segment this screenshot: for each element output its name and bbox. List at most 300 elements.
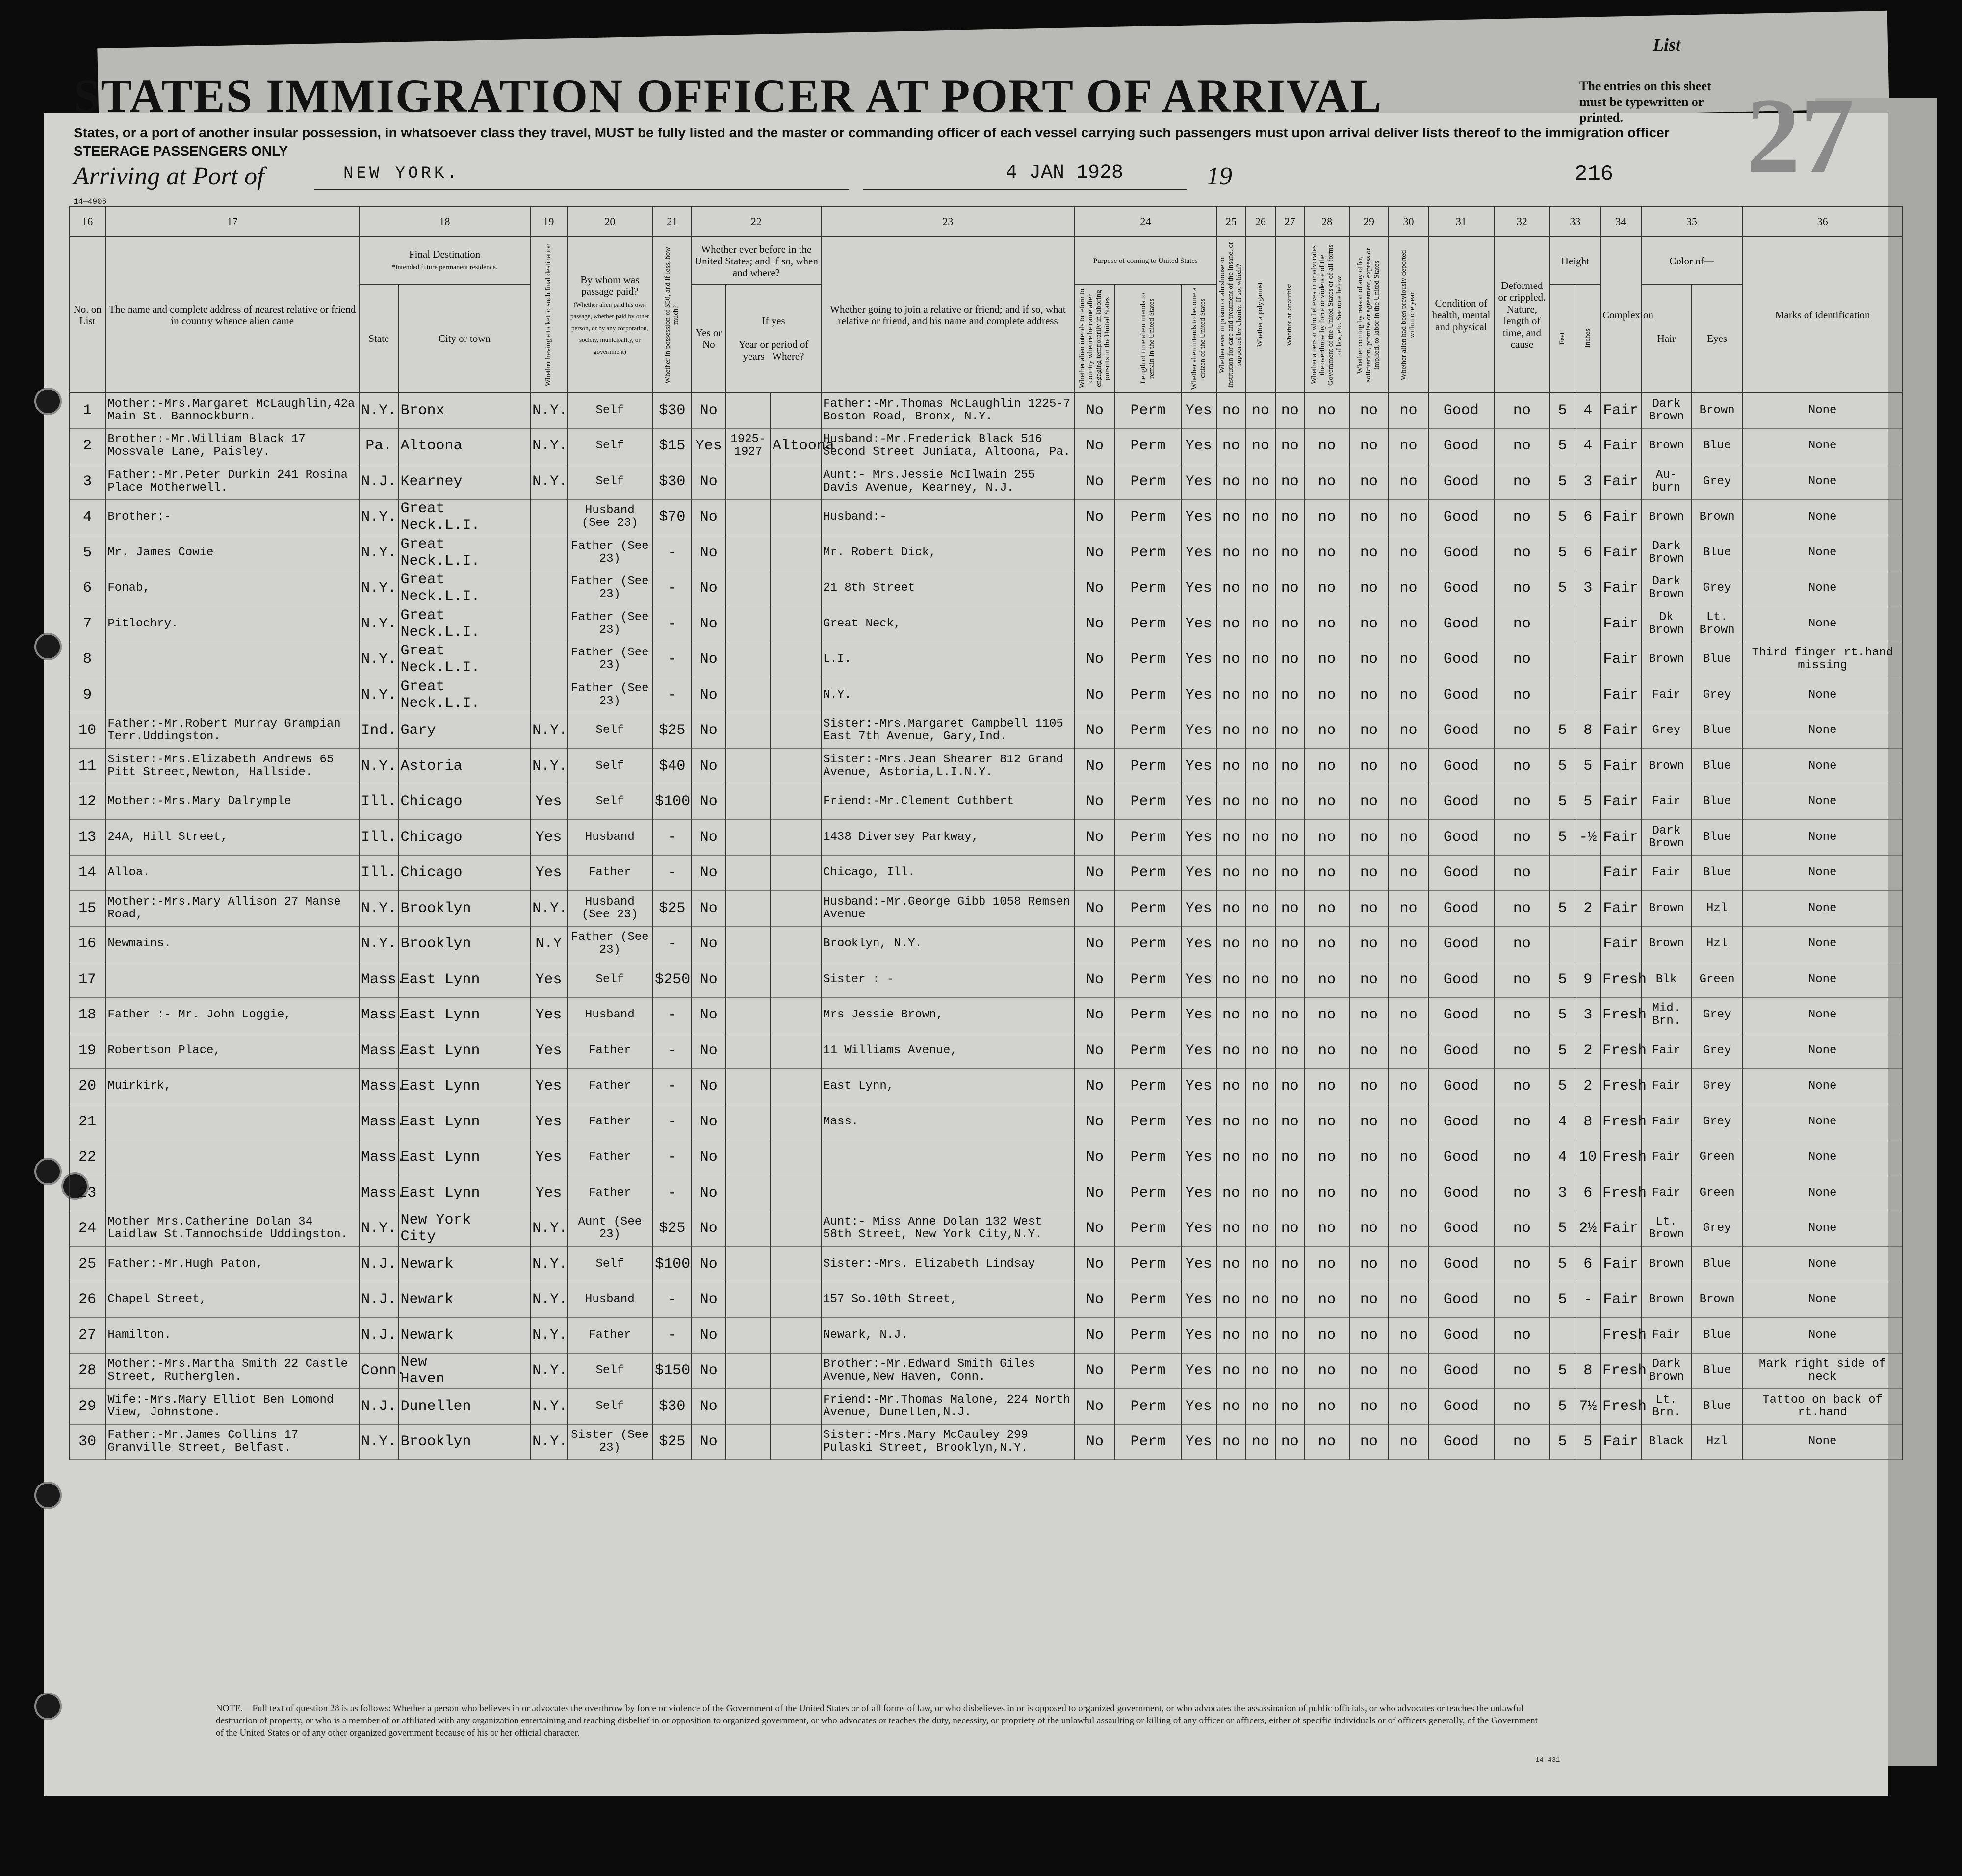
complexion-cell: Fair [1601, 926, 1641, 962]
hair-color-cell: Fair [1641, 1140, 1692, 1175]
table-row [69, 713, 1903, 749]
deported-cell: no [1389, 1033, 1428, 1069]
citizen-intent-cell: Yes [1181, 749, 1216, 784]
overthrow-cell: no [1305, 642, 1349, 677]
passage-paid-cell: Father (See 23) [567, 571, 653, 606]
passage-paid-cell: Sister (See 23) [567, 1424, 653, 1460]
polygamist-cell: no [1246, 855, 1275, 891]
overthrow-cell: no [1305, 784, 1349, 820]
return-intent-cell: No [1075, 1282, 1115, 1318]
table-row [69, 891, 1903, 927]
height-inches-cell: 5 [1575, 784, 1601, 820]
joining-relative-cell: Friend:-Mr.Thomas Malone, 224 North Avenue, Dunellen,N.J. [821, 1389, 1075, 1425]
overthrow-cell: no [1305, 997, 1349, 1033]
return-intent-cell: No [1075, 1104, 1115, 1140]
before-year-cell [726, 392, 771, 428]
overthrow-cell: no [1305, 677, 1349, 713]
table-row [69, 997, 1903, 1033]
health-cell: Good [1428, 749, 1494, 784]
col-num: 29 [1349, 207, 1389, 237]
hair-color-cell: Lt. Brown [1641, 1211, 1692, 1247]
anarchist-cell: no [1275, 1211, 1305, 1247]
height-feet-cell: 5 [1550, 891, 1575, 927]
polygamist-cell: no [1246, 1389, 1275, 1425]
deformed-header: Deformed or crippled. Nature, length of time, and cause [1494, 237, 1550, 392]
joining-relative-cell: Mrs Jessie Brown, [821, 997, 1075, 1033]
citizen-intent-cell: Yes [1181, 855, 1216, 891]
hair-color-cell: Fair [1641, 1175, 1692, 1211]
deformed-cell: no [1494, 749, 1550, 784]
polygamist-cell: no [1246, 1211, 1275, 1247]
health-cell: Good [1428, 1211, 1494, 1247]
hair-color-cell: Brown [1641, 642, 1692, 677]
money-cell: $250 [653, 962, 692, 998]
marks-cell: None [1742, 606, 1903, 642]
anarchist-cell: no [1275, 1175, 1305, 1211]
been-before-cell: No [692, 1104, 726, 1140]
ticket-cell: N.Y. [530, 1318, 567, 1354]
anarchist-cell: no [1275, 784, 1305, 820]
prison-cell: no [1216, 642, 1246, 677]
deformed-cell: no [1494, 926, 1550, 962]
prison-cell: no [1216, 749, 1246, 784]
hair-color-cell: Dark Brown [1641, 1353, 1692, 1389]
complexion-cell: Fair [1601, 606, 1641, 642]
height-inches-cell [1575, 926, 1601, 962]
been-before-cell: No [692, 1424, 726, 1460]
before-where-cell [771, 1282, 821, 1318]
height-inches-cell: 2 [1575, 1033, 1601, 1069]
passage-paid-cell: Father [567, 1068, 653, 1104]
money-cell: $40 [653, 749, 692, 784]
return-intent-cell: No [1075, 1353, 1115, 1389]
deported-cell: no [1389, 1211, 1428, 1247]
table-row [69, 820, 1903, 856]
been-before-cell: No [692, 820, 726, 856]
length-of-stay-cell: Perm [1115, 1424, 1181, 1460]
relative-address-cell: Hamilton. [105, 1318, 359, 1354]
before-where-cell [771, 962, 821, 998]
complexion-cell: Fair [1601, 820, 1641, 856]
before-where-cell [771, 1211, 821, 1247]
contract-labor-cell: no [1349, 1282, 1389, 1318]
col-num: 20 [567, 207, 653, 237]
col-num: 18 [359, 207, 530, 237]
table-row [69, 677, 1903, 713]
contract-labor-cell: no [1349, 606, 1389, 642]
deported-cell: no [1389, 820, 1428, 856]
eye-color-cell: Blue [1692, 535, 1742, 571]
dest-city-cell: Kearney [399, 464, 531, 500]
joining-relative-cell: Mass. [821, 1104, 1075, 1140]
health-cell: Good [1428, 392, 1494, 428]
length-of-stay-cell: Perm [1115, 571, 1181, 606]
before-year-cell [726, 606, 771, 642]
citizen-intent-cell: Yes [1181, 571, 1216, 606]
complexion-cell: Fresh [1601, 1068, 1641, 1104]
dest-city-cell: East Lynn [399, 997, 531, 1033]
before-where-cell: Altoona [771, 428, 821, 464]
polygamist-cell: no [1246, 464, 1275, 500]
complexion-cell: Fair [1601, 1247, 1641, 1282]
before-year-cell [726, 855, 771, 891]
length-of-stay-cell: Perm [1115, 1353, 1181, 1389]
citizen-intent-cell: Yes [1181, 891, 1216, 927]
header-row-top [69, 237, 1903, 285]
citizen-intent-cell: Yes [1181, 642, 1216, 677]
anarchist-cell: no [1275, 1353, 1305, 1389]
anarchist-cell: no [1275, 713, 1305, 749]
citizen-intent-cell: Yes [1181, 499, 1216, 535]
table-row [69, 1068, 1903, 1104]
length-of-stay-cell: Perm [1115, 1389, 1181, 1425]
passage-paid-cell: Father (See 23) [567, 677, 653, 713]
complexion-cell: Fair [1601, 1424, 1641, 1460]
deported-cell: no [1389, 606, 1428, 642]
table-row [69, 855, 1903, 891]
eye-color-cell: Grey [1692, 1211, 1742, 1247]
length-of-stay-cell: Perm [1115, 1140, 1181, 1175]
ticket-cell [530, 642, 567, 677]
joining-relative-cell: Chicago, Ill. [821, 855, 1075, 891]
marks-cell: None [1742, 1175, 1903, 1211]
deformed-cell: no [1494, 855, 1550, 891]
dest-city-cell: Astoria [399, 749, 531, 784]
deformed-cell: no [1494, 1068, 1550, 1104]
binder-hole [34, 633, 62, 660]
dest-state-cell: Mass. [359, 1175, 399, 1211]
prison-cell: no [1216, 1353, 1246, 1389]
money-cell: $30 [653, 464, 692, 500]
anarchist-header: Whether an anarchist [1275, 237, 1305, 392]
form-title: STATES IMMIGRATION OFFICER AT PORT OF ARRIVAL [74, 70, 1383, 122]
deformed-cell: no [1494, 1211, 1550, 1247]
anarchist-cell: no [1275, 606, 1305, 642]
height-feet-cell [1550, 1318, 1575, 1354]
money-cell: $25 [653, 713, 692, 749]
before-where-cell [771, 1140, 821, 1175]
prison-header: Whether ever in prison or almshouse or institution for care and treatment of the insane, or supported by charity. If so, which? [1216, 237, 1246, 392]
health-cell: Good [1428, 642, 1494, 677]
overthrow-cell: no [1305, 1389, 1349, 1425]
row-number-cell: 4 [69, 499, 105, 535]
col-num: 25 [1216, 207, 1246, 237]
health-cell: Good [1428, 713, 1494, 749]
been-before-cell: No [692, 749, 726, 784]
relative-address-cell: Alloa. [105, 855, 359, 891]
passage-paid-cell: Self [567, 784, 653, 820]
deformed-cell: no [1494, 1033, 1550, 1069]
height-feet-cell: 5 [1550, 499, 1575, 535]
length-of-stay-cell: Perm [1115, 855, 1181, 891]
passage-paid-cell: Husband (See 23) [567, 891, 653, 927]
eye-color-cell: Grey [1692, 1104, 1742, 1140]
marks-cell: None [1742, 1104, 1903, 1140]
row-number-cell: 7 [69, 606, 105, 642]
marks-cell: Tattoo on back of rt.hand [1742, 1389, 1903, 1425]
row-number-cell: 25 [69, 1247, 105, 1282]
marks-cell: None [1742, 962, 1903, 998]
eyes-header: Eyes [1692, 285, 1742, 392]
health-cell: Good [1428, 997, 1494, 1033]
anarchist-cell: no [1275, 1424, 1305, 1460]
dest-city-cell: Chicago [399, 855, 531, 891]
marks-cell: None [1742, 571, 1903, 606]
marks-cell: None [1742, 997, 1903, 1033]
eye-color-cell: Green [1692, 962, 1742, 998]
complexion-cell: Fresh [1601, 1318, 1641, 1354]
prison-cell: no [1216, 855, 1246, 891]
dest-state-cell: Conn. [359, 1353, 399, 1389]
joining-relative-cell: Aunt:- Mrs.Jessie McIlwain 255 Davis Avenue, Kearney, N.J. [821, 464, 1075, 500]
before-year-cell [726, 1389, 771, 1425]
return-intent-cell: No [1075, 962, 1115, 998]
deformed-cell: no [1494, 1389, 1550, 1425]
marks-cell: None [1742, 1247, 1903, 1282]
complexion-cell: Fresh [1601, 997, 1641, 1033]
eye-color-cell: Blue [1692, 1247, 1742, 1282]
money-cell: $15 [653, 428, 692, 464]
if-yes-header: If yes Year or period of years Where? [726, 285, 821, 392]
polygamist-cell: no [1246, 1318, 1275, 1354]
contract-labor-cell: no [1349, 571, 1389, 606]
relative-address-cell: Fonab, [105, 571, 359, 606]
ticket-cell [530, 535, 567, 571]
joining-relative-cell: Sister : - [821, 962, 1075, 998]
table-row [69, 606, 1903, 642]
citizen-intent-cell: Yes [1181, 1104, 1216, 1140]
height-inches-cell: 2 [1575, 1068, 1601, 1104]
length-of-stay-cell: Perm [1115, 464, 1181, 500]
height-feet-cell [1550, 606, 1575, 642]
health-cell: Good [1428, 1353, 1494, 1389]
been-before-cell: No [692, 571, 726, 606]
prison-cell: no [1216, 784, 1246, 820]
deformed-cell: no [1494, 1175, 1550, 1211]
joining-relative-cell: L.I. [821, 642, 1075, 677]
joining-relative-cell: Aunt:- Miss Anne Dolan 132 West 58th Street, New York City,N.Y. [821, 1211, 1075, 1247]
been-before-cell: No [692, 1247, 726, 1282]
final-destination-header: Final Destination *Intended future permanent residence. [359, 237, 530, 285]
return-intent-cell: No [1075, 1424, 1115, 1460]
contract-labor-cell: no [1349, 392, 1389, 428]
citizen-intent-cell: Yes [1181, 820, 1216, 856]
height-feet-cell: 4 [1550, 1104, 1575, 1140]
row-number-cell: 6 [69, 571, 105, 606]
dest-city-cell: New Haven [399, 1353, 531, 1389]
length-of-stay-cell: Perm [1115, 428, 1181, 464]
prison-cell: no [1216, 677, 1246, 713]
anarchist-cell: no [1275, 1247, 1305, 1282]
deported-cell: no [1389, 392, 1428, 428]
overthrow-cell: no [1305, 713, 1349, 749]
polygamist-cell: no [1246, 962, 1275, 998]
port-name: NEW YORK. [343, 164, 460, 183]
marks-cell: None [1742, 392, 1903, 428]
complexion-header: Complexion [1601, 237, 1641, 392]
deformed-cell: no [1494, 428, 1550, 464]
relative-address-cell: Robertson Place, [105, 1033, 359, 1069]
deported-cell: no [1389, 642, 1428, 677]
passage-paid-cell: Self [567, 428, 653, 464]
before-year-cell [726, 1282, 771, 1318]
anarchist-cell: no [1275, 1389, 1305, 1425]
deformed-cell: no [1494, 1247, 1550, 1282]
col-num: 36 [1742, 207, 1903, 237]
dest-city-cell: Great Neck.L.I. [399, 677, 531, 713]
hair-header: Hair [1641, 285, 1692, 392]
dest-city-cell: Altoona [399, 428, 531, 464]
deformed-cell: no [1494, 891, 1550, 927]
marks-cell: None [1742, 1033, 1903, 1069]
passage-paid-cell: Husband [567, 1282, 653, 1318]
money-cell: $100 [653, 784, 692, 820]
health-cell: Good [1428, 606, 1494, 642]
ticket-cell: N.Y. [530, 1389, 567, 1425]
been-before-cell: No [692, 1282, 726, 1318]
complexion-cell: Fair [1601, 1211, 1641, 1247]
marks-cell: None [1742, 749, 1903, 784]
contract-labor-cell: no [1349, 677, 1389, 713]
height-inches-cell: 6 [1575, 1175, 1601, 1211]
dest-state-cell: N.Y. [359, 392, 399, 428]
dest-state-cell: N.Y. [359, 926, 399, 962]
marks-cell: None [1742, 1424, 1903, 1460]
been-before-cell: No [692, 997, 726, 1033]
ticket-cell [530, 571, 567, 606]
relative-address-cell: Muirkirk, [105, 1068, 359, 1104]
dest-state-cell: Ill. [359, 784, 399, 820]
money-cell: - [653, 1318, 692, 1354]
before-year-cell [726, 571, 771, 606]
height-inches-cell: 10 [1575, 1140, 1601, 1175]
height-inches-cell: 6 [1575, 535, 1601, 571]
dest-city-cell: Newark [399, 1282, 531, 1318]
deformed-cell: no [1494, 1424, 1550, 1460]
marks-cell: None [1742, 677, 1903, 713]
relative-address-cell: 24A, Hill Street, [105, 820, 359, 856]
health-cell: Good [1428, 1068, 1494, 1104]
table-row [69, 392, 1903, 428]
marks-cell: None [1742, 891, 1903, 927]
passage-paid-cell: Father [567, 1318, 653, 1354]
citizen-intent-cell: Yes [1181, 926, 1216, 962]
col-num: 30 [1389, 207, 1428, 237]
health-cell: Good [1428, 784, 1494, 820]
deported-cell: no [1389, 1175, 1428, 1211]
joining-relative-cell: Brooklyn, N.Y. [821, 926, 1075, 962]
height-feet-cell [1550, 855, 1575, 891]
before-year-cell [726, 1104, 771, 1140]
money-cell: $25 [653, 1424, 692, 1460]
height-inches-cell [1575, 677, 1601, 713]
height-inches-cell: 2½ [1575, 1211, 1601, 1247]
dest-city-cell: Great Neck.L.I. [399, 606, 531, 642]
form-subtitle: States, or a port of another insular possession, in whatsoever class they travel, MUST be fully listed and the master or commanding officer of each vessel carrying such passengers must upon arrival deliver lists thereof to the immigration officer [74, 125, 1670, 140]
anarchist-cell: no [1275, 1068, 1305, 1104]
citizen-intent-cell: Yes [1181, 962, 1216, 998]
height-inches-cell: 2 [1575, 891, 1601, 927]
contract-labor-cell: no [1349, 855, 1389, 891]
before-where-cell [771, 535, 821, 571]
row-number-cell: 2 [69, 428, 105, 464]
height-inches-cell [1575, 606, 1601, 642]
height-inches-cell: - [1575, 1282, 1601, 1318]
dest-state-cell: Mass. [359, 1104, 399, 1140]
col-num: 28 [1305, 207, 1349, 237]
deformed-cell: no [1494, 1104, 1550, 1140]
passage-paid-cell: Father [567, 1033, 653, 1069]
purpose-b-header: Length of time alien intends to remain in the United States [1115, 285, 1181, 392]
anarchist-cell: no [1275, 749, 1305, 784]
dest-state-cell: N.Y. [359, 749, 399, 784]
eye-color-cell: Grey [1692, 1068, 1742, 1104]
citizen-intent-cell: Yes [1181, 1282, 1216, 1318]
relative-address-cell: Chapel Street, [105, 1282, 359, 1318]
col-num: 33 [1550, 207, 1601, 237]
row-number-cell: 16 [69, 926, 105, 962]
dest-state-cell: N.Y. [359, 642, 399, 677]
money-cell: - [653, 1033, 692, 1069]
city-header: City or town [399, 285, 531, 392]
passage-paid-cell: Self [567, 392, 653, 428]
relative-address-cell: Father:-Mr.Peter Durkin 241 Rosina Place Motherwell. [105, 464, 359, 500]
contract-labor-cell: no [1349, 499, 1389, 535]
joining-relative-cell: Husband:- [821, 499, 1075, 535]
anarchist-cell: no [1275, 499, 1305, 535]
height-feet-cell: 5 [1550, 1424, 1575, 1460]
polygamist-cell: no [1246, 428, 1275, 464]
return-intent-cell: No [1075, 535, 1115, 571]
relative-address-cell: Mother:-Mrs.Martha Smith 22 Castle Street, Rutherglen. [105, 1353, 359, 1389]
money-cell: $30 [653, 1389, 692, 1425]
table-row [69, 962, 1903, 998]
health-cell: Good [1428, 891, 1494, 927]
money-cell: - [653, 606, 692, 642]
been-before-cell: No [692, 392, 726, 428]
passage-paid-cell: Father (See 23) [567, 926, 653, 962]
ticket-cell: Yes [530, 962, 567, 998]
deformed-cell: no [1494, 1318, 1550, 1354]
anarchist-cell: no [1275, 1282, 1305, 1318]
contract-labor-cell: no [1349, 820, 1389, 856]
dest-state-cell: N.Y. [359, 1424, 399, 1460]
return-intent-cell: No [1075, 1140, 1115, 1175]
dest-city-cell: East Lynn [399, 1175, 531, 1211]
complexion-cell: Fair [1601, 749, 1641, 784]
height-inches-cell: 8 [1575, 1104, 1601, 1140]
been-before-cell: No [692, 1033, 726, 1069]
overthrow-cell: no [1305, 1211, 1349, 1247]
anarchist-cell: no [1275, 997, 1305, 1033]
before-year-cell [726, 1033, 771, 1069]
row-number-cell: 17 [69, 962, 105, 998]
prison-cell: no [1216, 606, 1246, 642]
relative-address-cell [105, 1140, 359, 1175]
health-cell: Good [1428, 1033, 1494, 1069]
prison-cell: no [1216, 926, 1246, 962]
height-feet-cell: 5 [1550, 820, 1575, 856]
footer-form-code: 14—431 [1535, 1756, 1560, 1764]
anarchist-cell: no [1275, 1318, 1305, 1354]
money-cell: - [653, 820, 692, 856]
money-cell: - [653, 677, 692, 713]
before-us-header: Whether ever before in the United States; and if so, when and where? [692, 237, 821, 285]
hair-color-cell: Grey [1641, 713, 1692, 749]
height-inches-cell: 3 [1575, 571, 1601, 606]
been-before-cell: Yes [692, 428, 726, 464]
col-num: 16 [69, 207, 105, 237]
